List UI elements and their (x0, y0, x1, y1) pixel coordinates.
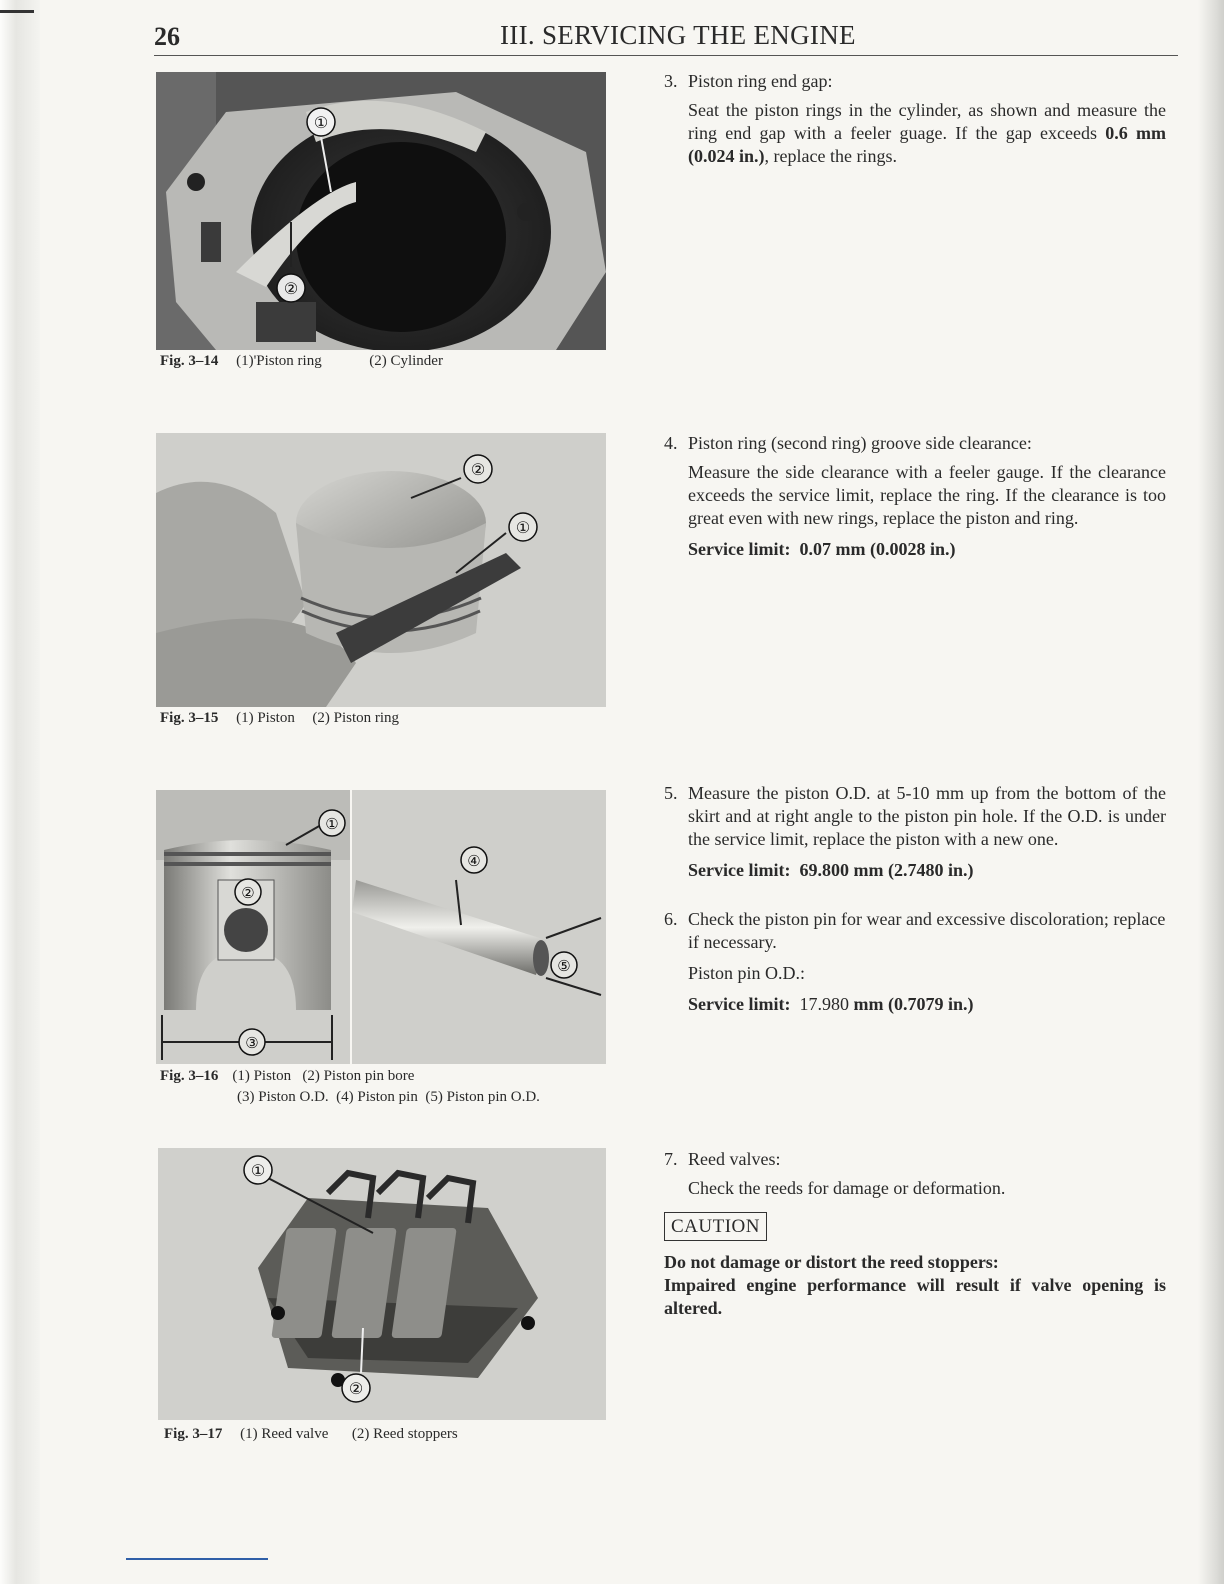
fig-3-15-callout-2: ② (470, 460, 486, 479)
fig-3-14-label: Fig. 3–14 (160, 353, 219, 369)
fig-3-16-caption (160, 1066, 540, 1108)
section-5-piston-od (664, 782, 1166, 882)
section-4-service-limit: Service limit: 0.07 mm (0.0028 in.) (688, 539, 956, 559)
fig-3-15-caption (160, 707, 399, 729)
fig-3-15-callout-1: ① (515, 518, 531, 537)
fig-3-16-photo (156, 790, 606, 1064)
section-6-sub-label: Piston pin O.D.: (688, 963, 806, 983)
fig-3-17-item-2: (2) Reed stoppers (351, 1426, 458, 1442)
fig-3-15-photo (156, 433, 606, 707)
fig-3-17-callout-1: ① (250, 1161, 266, 1180)
page-number: 26 (154, 22, 180, 51)
fig-3-15-label: Fig. 3–15 (160, 710, 219, 726)
page-edge-shadow (1198, 0, 1224, 1584)
section-3-number: 3. (664, 71, 678, 91)
fig-3-14-item-2: (2) Cylinder (369, 353, 443, 369)
caution-line-2: Impaired engine performance will result if valve opening is altered. (664, 1275, 1166, 1318)
header-rule (154, 55, 1178, 56)
fig-3-16-label: Fig. 3–16 (160, 1068, 219, 1084)
section-6-piston-pin (664, 908, 1166, 1016)
section-3-piston-ring-end-gap (664, 70, 1166, 168)
section-6-body: Check the piston pin for wear and excessive discoloration; replace if necessary. (688, 909, 1166, 952)
section-7-body: Check the reeds for damage or deformation. (688, 1178, 1006, 1198)
running-head: III. SERVICING THE ENGINE (500, 20, 856, 50)
page-binding-edge (0, 0, 40, 1584)
fig-3-15-item-1: (1) Piston (236, 710, 295, 726)
section-5-number: 5. (664, 783, 678, 803)
section-4-groove-side-clearance (664, 432, 1166, 561)
section-5-service-limit: Service limit: 69.800 mm (2.7480 in.) (688, 860, 974, 880)
fig-3-17-label: Fig. 3–17 (164, 1426, 223, 1442)
fig-3-16-callout-5: ⑤ (557, 957, 571, 975)
section-5-body: Measure the piston O.D. at 5-10 mm up from the bottom of the skirt and at right angle to the piston pin hole. If the O.D. is under the service limit, replace the piston with a new one. (688, 783, 1166, 849)
fig-3-16-callout-1: ① (325, 815, 339, 833)
fig-3-16-callout-2: ② (241, 884, 255, 902)
binding-mark (0, 10, 34, 13)
fig-3-14-caption (160, 350, 443, 372)
fig-3-16-callout-4: ④ (467, 852, 481, 870)
fig-3-16-callout-3: ③ (245, 1034, 259, 1052)
section-3-body: Seat the piston rings in the cylinder, as shown and measure the ring end gap with a feeler guage. If the gap exceeds 0.6 mm (0.024 in.), replace the rings. (688, 100, 1166, 166)
fig-3-14-photo (156, 72, 606, 350)
bottom-rule (126, 1558, 268, 1560)
fig-3-17-callout-2: ② (348, 1379, 364, 1398)
section-7-title: Reed valves: (688, 1149, 781, 1169)
section-4-number: 4. (664, 433, 678, 453)
fig-3-17-caption (164, 1423, 458, 1445)
section-6-number: 6. (664, 909, 678, 929)
section-6-service-limit: Service limit: 17.980 mm (0.7079 in.) (688, 994, 974, 1014)
fig-3-14-callout-2: ② (283, 279, 299, 298)
fig-3-17-photo (158, 1148, 606, 1420)
section-4-title: Piston ring (second ring) groove side clearance: (688, 433, 1032, 453)
section-3-title: Piston ring end gap: (688, 71, 833, 91)
fig-3-16-line-1: (1) Piston (2) Piston pin bore (232, 1068, 415, 1084)
caution-label: CAUTION (664, 1212, 767, 1241)
fig-3-15-item-2: (2) Piston ring (312, 710, 400, 726)
fig-3-14-item-1: (1)'Piston ring (236, 353, 322, 369)
section-4-body: Measure the side clearance with a feeler gauge. If the clearance exceeds the service limit, replace the ring. If the clearance is too great even with new rings, replace the piston and ring. (688, 462, 1166, 528)
fig-3-17-item-1: (1) Reed valve (240, 1426, 329, 1442)
section-3-gap-limit: 0.6 mm (0.024 in.) (688, 123, 1166, 166)
section-7-reed-valves (664, 1148, 1166, 1320)
fig-3-14-callout-1: ① (313, 113, 329, 132)
fig-3-16-line-2: (3) Piston O.D. (4) Piston pin (5) Piston pin O.D. (237, 1089, 540, 1105)
section-7-number: 7. (664, 1149, 678, 1169)
caution-line-1: Do not damage or distort the reed stoppers: (664, 1252, 999, 1272)
